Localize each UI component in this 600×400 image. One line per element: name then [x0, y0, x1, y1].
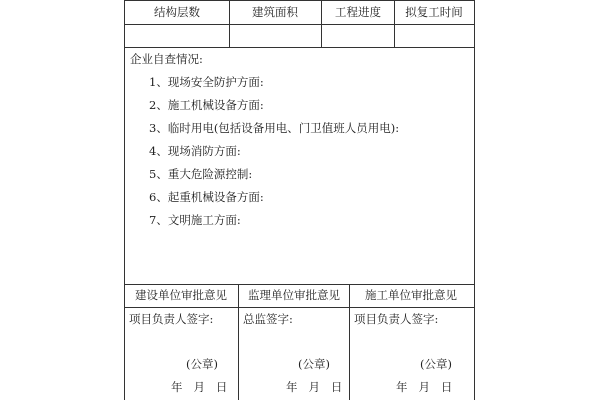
header-col-divider-1 — [229, 0, 230, 47]
header-building-area: 建筑面积 — [252, 5, 298, 19]
signer-label-supervisor: 总监签字: — [243, 312, 293, 326]
header-resume-time: 拟复工时间 — [405, 5, 463, 19]
self-check-item: 1、现场安全防护方面: — [149, 75, 264, 89]
header-col-divider-2 — [321, 0, 322, 47]
header-divider — [124, 24, 474, 25]
self-check-item: 2、施工机械设备方面: — [149, 98, 264, 112]
table-border-top — [124, 0, 474, 1]
self-check-title: 企业自查情况: — [130, 52, 203, 66]
self-check-item: 7、文明施工方面: — [149, 213, 241, 227]
header-col-divider-3 — [394, 0, 395, 47]
date-contractor: 年 月 日 — [396, 380, 453, 394]
header-structure-floors: 结构层数 — [154, 5, 200, 19]
approval-header-contractor: 施工单位审批意见 — [365, 288, 457, 302]
signer-label-owner: 项目负责人签字: — [129, 312, 214, 326]
input-row-divider — [124, 47, 474, 48]
table-border-left — [124, 0, 125, 400]
signer-label-contractor: 项目负责人签字: — [354, 312, 439, 326]
self-check-item: 5、重大危险源控制: — [149, 167, 253, 181]
self-check-item: 4、现场消防方面: — [149, 144, 241, 158]
self-check-item: 6、起重机械设备方面: — [149, 190, 264, 204]
approval-header-owner: 建设单位审批意见 — [135, 288, 227, 302]
seal-supervisor: (公章) — [298, 357, 330, 371]
seal-contractor: (公章) — [420, 357, 452, 371]
approval-col-divider-2 — [349, 284, 350, 400]
approval-top-divider — [124, 284, 474, 285]
approval-col-divider-1 — [238, 284, 239, 400]
self-check-item: 3、临时用电(包括设备用电、门卫值班人员用电): — [149, 121, 400, 135]
date-owner: 年 月 日 — [171, 380, 228, 394]
header-progress: 工程进度 — [335, 5, 381, 19]
date-supervisor: 年 月 日 — [286, 380, 343, 394]
approval-header-supervisor: 监理单位审批意见 — [248, 288, 340, 302]
table-border-right — [474, 0, 475, 400]
approval-header-divider — [124, 307, 474, 308]
seal-owner: (公章) — [186, 357, 218, 371]
